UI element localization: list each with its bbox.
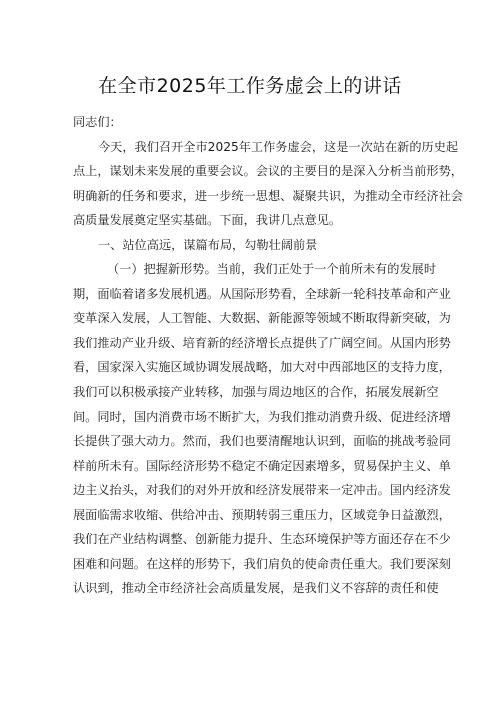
body-line: 困难和问题。在这样的形势下，我们肩负的使命责任重大。我们要深刻 — [73, 556, 451, 571]
body-line: 认识到，推动全市经济社会高质量发展，是我们义不容辞的责任和使 — [73, 581, 439, 596]
body-line: 边主义抬头，对我们的对外开放和经济发展带来一定冲击。国内经济发 — [73, 483, 451, 498]
body-line: 长提供了强大动力。然而，我们也要清醒地认识到，面临的挑战考验同 — [73, 434, 451, 449]
body-line: 我们推动产业升级、培育新的经济增长点提供了广阔空间。从国内形势 — [73, 335, 451, 350]
body-line: 间。同时，国内消费市场不断扩大，为我们推动消费升级、促进经济增 — [73, 409, 451, 424]
body-line: 我们在产业结构调整、创新能力提升、生态环境保护等方面还存在不少 — [73, 532, 451, 547]
body-line: 点上，谋划未来发展的重要会议。会议的主要目的是深入分析当前形势， — [73, 164, 463, 179]
salutation-line: 同志们： — [73, 115, 122, 129]
document-title: 在全市2025年工作务虚会上的讲话 — [98, 75, 402, 97]
body-line: 期，面临着诸多发展机遇。从国际形势看，全球新一轮科技革命和产业 — [73, 286, 451, 301]
section-heading: 一、站位高远，谋篇布局，勾勒壮阔前景 — [98, 237, 318, 252]
body-line: 明确新的任务和要求，进一步统一思想、凝聚共识，为推动全市经济社会 — [73, 188, 463, 203]
body-line: 高质量发展奠定坚实基础。下面，我讲几点意见。 — [73, 213, 342, 228]
subsection-heading-line: （一）把握新形势。当前，我们正处于一个前所未有的发展时 — [107, 262, 437, 277]
body-line: 看，国家深入实施区域协调发展战略，加大对中西部地区的支持力度， — [73, 360, 451, 375]
body-line: 今天，我们召开全市2025年工作务虚会，这是一次站在新的历史起 — [98, 139, 459, 154]
document-body — [73, 110, 463, 601]
body-line: 样前所未有。国际经济形势不稳定不确定因素增多，贸易保护主义、单 — [73, 458, 451, 473]
body-line: 我们可以积极承接产业转移，加强与周边地区的合作，拓展发展新空 — [73, 385, 439, 400]
body-line: 变革深入发展，人工智能、大数据、新能源等领域不断取得新突破，为 — [73, 311, 451, 326]
body-line: 展面临需求收缩、供给冲击、预期转弱三重压力，区域竞争日益激烈， — [73, 507, 451, 522]
